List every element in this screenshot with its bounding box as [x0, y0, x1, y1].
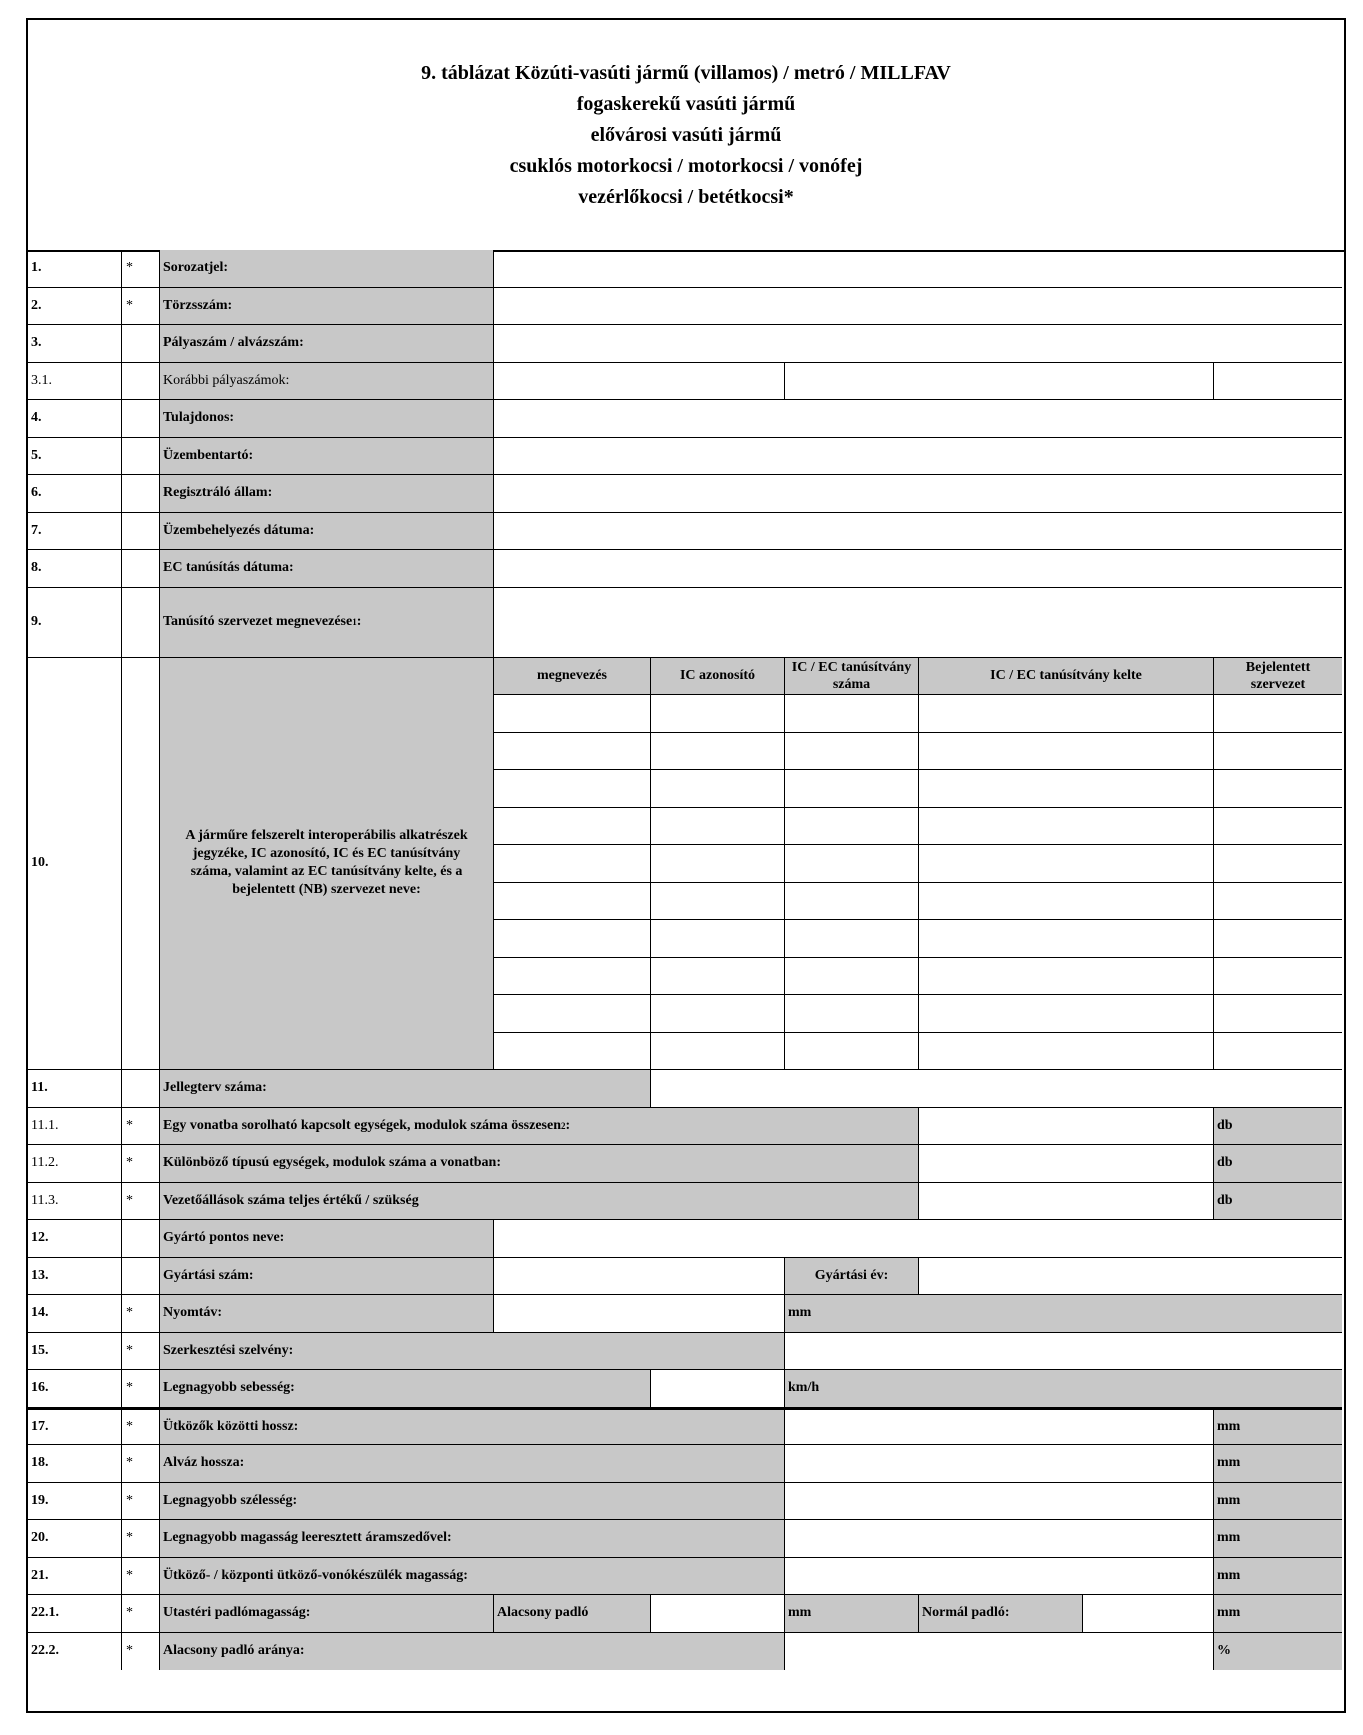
component-ic-id-input[interactable]: [651, 1033, 785, 1071]
required-mark: *: [122, 1108, 160, 1146]
col-header-notified-body: Bejelentett szervezet: [1214, 658, 1342, 696]
registering-state-input[interactable]: [494, 475, 1342, 513]
row-number: 17.: [28, 1408, 122, 1446]
operator-input[interactable]: [494, 438, 1342, 476]
max-speed-input[interactable]: [651, 1370, 785, 1408]
field-label-coupler-height: Ütköző- / központi ütköző-vonókészülék magasság:: [160, 1558, 785, 1596]
series-input[interactable]: [494, 250, 1342, 288]
low-floor-ratio-input[interactable]: [785, 1633, 1214, 1671]
field-label-manufacturer: Gyártó pontos neve:: [160, 1220, 494, 1258]
gauge-input[interactable]: [494, 1295, 785, 1333]
title-line-3: elővárosi vasúti jármű: [590, 123, 782, 146]
max-width-input[interactable]: [785, 1483, 1214, 1521]
vehicle-registration-form: [26, 18, 1346, 1713]
required-mark: *: [122, 1295, 160, 1333]
unit-label: mm: [785, 1295, 1342, 1333]
field-label-manufacture-year: Gyártási év:: [785, 1258, 919, 1296]
unit-label: db: [1214, 1145, 1342, 1183]
required-mark: [122, 1258, 160, 1296]
col-header-cert-date: IC / EC tanúsítvány kelte: [919, 658, 1214, 696]
driver-cabs-input[interactable]: [919, 1183, 1214, 1221]
label-text: Egy vonatba sorolható kapcsolt egységek, modulok száma összesen: [163, 1117, 561, 1133]
max-height-input[interactable]: [785, 1520, 1214, 1558]
field-label-base-number: Törzsszám:: [160, 288, 494, 326]
field-label-gauge: Nyomtáv:: [160, 1295, 494, 1333]
component-name-input[interactable]: [494, 845, 651, 883]
field-label-length-buffers: Ütközők közötti hossz:: [160, 1408, 785, 1446]
field-label-max-width: Legnagyobb szélesség:: [160, 1483, 785, 1521]
normal-floor-input[interactable]: [1082, 1595, 1213, 1632]
required-mark: *: [122, 1408, 160, 1446]
row-number: 19.: [28, 1483, 122, 1521]
row-number: 22.2.: [28, 1633, 122, 1671]
required-mark: *: [122, 1445, 160, 1483]
row-number: 4.: [28, 400, 122, 438]
required-mark: [122, 400, 160, 438]
component-name-input[interactable]: [494, 995, 651, 1033]
component-notified-body-input[interactable]: [1214, 920, 1342, 958]
unit-label: mm: [1214, 1445, 1342, 1483]
field-label-max-speed: Legnagyobb sebesség:: [160, 1370, 651, 1408]
field-label-running-number: Pályaszám / alvázszám:: [160, 325, 494, 363]
row-number: 15.: [28, 1333, 122, 1371]
unit-label: mm: [1214, 1408, 1342, 1446]
component-name-input[interactable]: [494, 770, 651, 808]
row-number: 11.1.: [28, 1108, 122, 1146]
component-notified-body-input[interactable]: [1214, 770, 1342, 808]
row-number: 20.: [28, 1520, 122, 1558]
required-mark: *: [122, 1558, 160, 1596]
field-label-registering-state: Regisztráló állam:: [160, 475, 494, 513]
required-mark: *: [122, 1370, 160, 1408]
component-cert-date-input[interactable]: [919, 845, 1214, 883]
row-number: 10.: [28, 658, 122, 1071]
component-notified-body-input[interactable]: [1214, 733, 1342, 771]
row-number: 18.: [28, 1445, 122, 1483]
component-cert-number-input[interactable]: [785, 845, 919, 883]
component-notified-body-input[interactable]: [1214, 845, 1342, 883]
component-cert-date-input[interactable]: [919, 733, 1214, 771]
component-cert-number-input[interactable]: [785, 770, 919, 808]
component-notified-body-input[interactable]: [1214, 808, 1342, 846]
label-suffix: :: [565, 1117, 571, 1133]
required-mark: [122, 513, 160, 551]
row-number: 7.: [28, 513, 122, 551]
footnote-mark: 1: [352, 617, 357, 627]
row-number: 21.: [28, 1558, 122, 1596]
unit-label: mm: [1214, 1483, 1342, 1521]
required-mark: *: [122, 288, 160, 326]
unit-label: mm: [1214, 1595, 1342, 1633]
row-number: 9.: [28, 588, 122, 658]
col-header-cert-number: IC / EC tanúsítvány száma: [785, 658, 919, 696]
row-number: 11.3.: [28, 1183, 122, 1221]
component-cert-date-input[interactable]: [919, 958, 1214, 996]
unit-label: km/h: [785, 1370, 1342, 1408]
field-label-type-plan: Jellegterv száma:: [160, 1070, 651, 1108]
row-number: 22.1.: [28, 1595, 122, 1633]
field-label-normal-floor: Normál padló:: [922, 1605, 1010, 1621]
unit-types-input[interactable]: [919, 1145, 1214, 1183]
required-mark: [122, 363, 160, 401]
unit-label: db: [1214, 1108, 1342, 1146]
field-label-unit-types: Különböző típusú egységek, modulok száma a vonatban:: [160, 1145, 919, 1183]
field-label-ec-date: EC tanúsítás dátuma:: [160, 550, 494, 588]
field-label-certifying-body: [160, 588, 494, 658]
component-name-input[interactable]: [494, 695, 651, 733]
required-mark: *: [122, 1483, 160, 1521]
component-cert-number-input[interactable]: [785, 733, 919, 771]
component-ic-id-input[interactable]: [651, 695, 785, 733]
component-cert-date-input[interactable]: [919, 695, 1214, 733]
previous-number-input-2[interactable]: [785, 363, 1214, 401]
field-label-commissioning-date: Üzembehelyezés dátuma:: [160, 513, 494, 551]
row-number: 12.: [28, 1220, 122, 1258]
row-number: 6.: [28, 475, 122, 513]
required-mark: [122, 438, 160, 476]
unit-label: db: [1214, 1183, 1342, 1221]
coupler-height-input[interactable]: [785, 1558, 1214, 1596]
field-label-series: Sorozatjel:: [160, 250, 494, 288]
low-floor-input[interactable]: [651, 1595, 785, 1633]
normal-floor-group: [919, 1595, 1214, 1633]
row-number: 16.: [28, 1370, 122, 1408]
row-number: 1.: [28, 250, 122, 288]
unit-label: mm: [1214, 1558, 1342, 1596]
component-cert-date-input[interactable]: [919, 883, 1214, 921]
required-mark: [122, 1220, 160, 1258]
field-label-driver-cabs: Vezetőállások száma teljes értékű / szükség: [160, 1183, 919, 1221]
field-label-coupled-units: [160, 1108, 919, 1146]
row-number: 11.: [28, 1070, 122, 1108]
component-cert-date-input[interactable]: [919, 995, 1214, 1033]
serial-number-input[interactable]: [494, 1258, 785, 1296]
form-grid: [28, 250, 1344, 1713]
component-notified-body-input[interactable]: [1214, 995, 1342, 1033]
component-ic-id-input[interactable]: [651, 920, 785, 958]
base-number-input[interactable]: [494, 288, 1342, 326]
required-mark: *: [122, 1333, 160, 1371]
commissioning-date-input[interactable]: [494, 513, 1342, 551]
component-ic-id-input[interactable]: [651, 958, 785, 996]
component-notified-body-input[interactable]: [1214, 958, 1342, 996]
unit-label: mm: [1214, 1520, 1342, 1558]
component-name-input[interactable]: [494, 808, 651, 846]
row-number: 8.: [28, 550, 122, 588]
component-name-input[interactable]: [494, 1033, 651, 1071]
component-ic-id-input[interactable]: [651, 845, 785, 883]
component-cert-number-input[interactable]: [785, 995, 919, 1033]
title-line-2: fogaskerekű vasúti jármű: [576, 92, 796, 115]
field-label-max-height: Legnagyobb magasság leeresztett áramszedővel:: [160, 1520, 785, 1558]
field-label-frame-length: Alváz hossza:: [160, 1445, 785, 1483]
col-header-ic-id: IC azonosító: [651, 658, 785, 696]
component-cert-date-input[interactable]: [919, 770, 1214, 808]
row-number: 11.2.: [28, 1145, 122, 1183]
manufacturer-input[interactable]: [494, 1220, 1342, 1258]
component-name-input[interactable]: [494, 733, 651, 771]
component-ic-id-input[interactable]: [651, 995, 785, 1033]
unit-label: mm: [785, 1595, 919, 1633]
component-cert-number-input[interactable]: [785, 920, 919, 958]
length-buffers-input[interactable]: [785, 1408, 1214, 1446]
previous-number-input-1[interactable]: [494, 363, 785, 401]
required-mark: [122, 658, 160, 1071]
owner-input[interactable]: [494, 400, 1342, 438]
row-number: 3.: [28, 325, 122, 363]
title-line-1: 9. táblázat Közúti-vasúti jármű (villamos) / metró / MILLFAV: [421, 61, 951, 84]
component-ic-id-input[interactable]: [651, 808, 785, 846]
component-ic-id-input[interactable]: [651, 770, 785, 808]
form-title: [421, 58, 951, 213]
component-cert-number-input[interactable]: [785, 808, 919, 846]
field-label-owner: Tulajdonos:: [160, 400, 494, 438]
field-label-loading-gauge: Szerkesztési szelvény:: [160, 1333, 785, 1371]
component-cert-number-input[interactable]: [785, 1033, 919, 1071]
label-text: Tanúsító szervezet megnevezése: [163, 614, 353, 629]
component-cert-number-input[interactable]: [785, 695, 919, 733]
required-mark: *: [122, 1145, 160, 1183]
required-mark: [122, 475, 160, 513]
component-cert-date-input[interactable]: [919, 808, 1214, 846]
required-mark: [122, 325, 160, 363]
required-mark: *: [122, 1633, 160, 1671]
field-label-components: A járműre felszerelt interoperábilis alkatrészek jegyzéke, IC azonosító, IC és EC tanúsítvány száma, valamint az EC tanúsítvány kelte, és a bejelentett (NB) szervezet neve:: [160, 658, 494, 1071]
component-name-input[interactable]: [494, 920, 651, 958]
footnote-mark: 2: [561, 1120, 566, 1131]
form-header: [28, 20, 1344, 252]
required-mark: *: [122, 1183, 160, 1221]
row-number: 13.: [28, 1258, 122, 1296]
component-cert-number-input[interactable]: [785, 883, 919, 921]
field-label-serial-number: Gyártási szám:: [160, 1258, 494, 1296]
required-mark: *: [122, 1595, 160, 1633]
frame-length-input[interactable]: [785, 1445, 1214, 1483]
ec-date-input[interactable]: [494, 550, 1342, 588]
component-notified-body-input[interactable]: [1214, 883, 1342, 921]
coupled-units-input[interactable]: [919, 1108, 1214, 1146]
title-line-5: vezérlőkocsi / betétkocsi*: [578, 185, 794, 208]
component-ic-id-input[interactable]: [651, 733, 785, 771]
required-mark: *: [122, 1520, 160, 1558]
component-name-input[interactable]: [494, 883, 651, 921]
component-notified-body-input[interactable]: [1214, 695, 1342, 733]
row-number: 5.: [28, 438, 122, 476]
component-notified-body-input[interactable]: [1214, 1033, 1342, 1071]
field-label-low-floor: Alacsony padló: [494, 1595, 651, 1633]
field-label-low-floor-ratio: Alacsony padló aránya:: [160, 1633, 785, 1671]
required-mark: [122, 550, 160, 588]
type-plan-input[interactable]: [651, 1070, 1342, 1108]
label-suffix: :: [356, 614, 362, 629]
row-number: 2.: [28, 288, 122, 326]
running-number-input[interactable]: [494, 325, 1342, 363]
row-number: 14.: [28, 1295, 122, 1333]
unit-label: %: [1214, 1633, 1342, 1671]
required-mark: [122, 1070, 160, 1108]
row-number: 3.1.: [28, 363, 122, 401]
field-label-operator: Üzembentartó:: [160, 438, 494, 476]
component-cert-date-input[interactable]: [919, 920, 1214, 958]
manufacture-year-input[interactable]: [919, 1258, 1342, 1296]
required-mark: *: [122, 250, 160, 288]
component-name-input[interactable]: [494, 958, 651, 996]
loading-gauge-input[interactable]: [785, 1333, 1342, 1371]
required-mark: [122, 588, 160, 658]
component-cert-date-input[interactable]: [919, 1033, 1214, 1071]
component-cert-number-input[interactable]: [785, 958, 919, 996]
previous-number-input-3[interactable]: [1214, 363, 1342, 401]
field-label-floor-height: Utastéri padlómagasság:: [160, 1595, 494, 1633]
col-header-name: megnevezés: [494, 658, 651, 696]
certifying-body-input[interactable]: [494, 588, 1342, 658]
field-label-previous-numbers: Korábbi pályaszámok:: [160, 363, 494, 401]
title-line-4: csuklós motorkocsi / motorkocsi / vonófej: [509, 154, 863, 177]
component-ic-id-input[interactable]: [651, 883, 785, 921]
